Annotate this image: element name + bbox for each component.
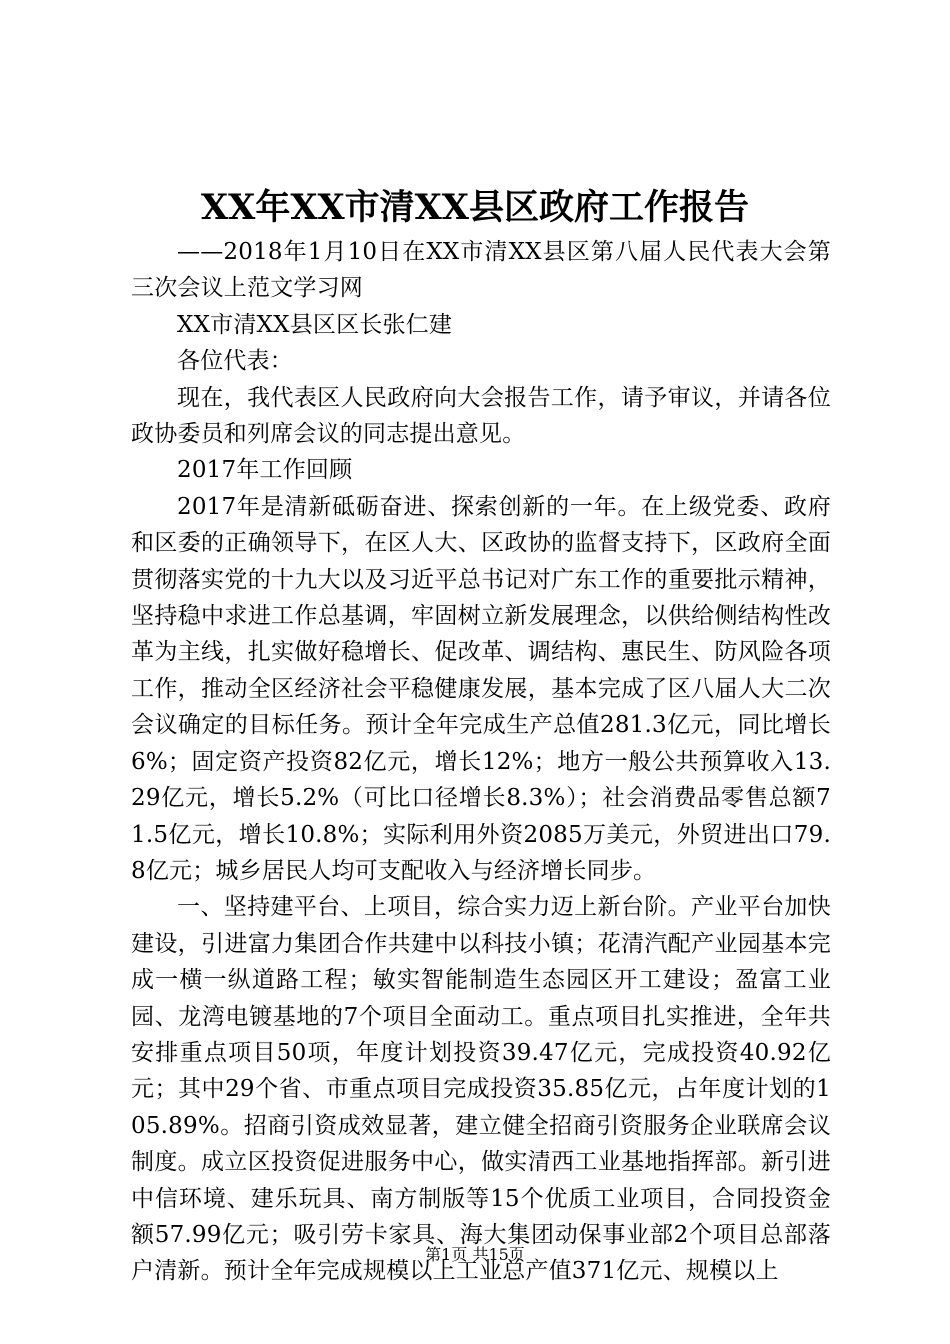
subtitle-line: ——2018年1月10日在XX市清XX县区第八届人民代表大会第三次会议上范文学习网 — [131, 239, 831, 302]
review-paragraph: 2017年是清新砥砺奋进、探索创新的一年。在上级党委、政府和区委的正确领导下，在区人大、区政协的监督支持下，区政府全面贯彻落实党的十九大以及习近平总书记对广东工作的重要批示精神，坚持稳中求进工作总基调，牢固树立新发展理念，以供给侧结构性改革为主线，扎实做好稳增长、促改革、调结构、惠民生、防风险各项工作，推动全区经济社会平稳健康发展，基本完成了区八届人大二次会议确定的目标任务。预计全年完成生产总值281.3亿元，同比增长6%；固定资产投资82亿元，增长12%；地方一般公共预算收入13.29亿元，增长5.2%（可比口径增长8.3%）；社会消费品零售总额71.5亿元，增长10.8%；实际利用外资2085万美元，外贸进出口79.8亿元；城乡居民人均可支配收入与经济增长同步。 — [131, 493, 831, 884]
document-title: XX年XX市清XX县区政府工作报告 — [201, 187, 749, 228]
section-one-paragraph: 一、坚持建平台、上项目，综合实力迈上新台阶。产业平台加快建设，引进富力集团合作共建中以科技小镇；花清汽配产业园基本完成一横一纵道路工程；敏实智能制造生态园区开工建设；盈富工业园、龙湾电镀基地的7个项目全面动工。重点项目扎实推进，全年共安排重点项目50项，年度计划投资39.47亿元，完成投资40.92亿元；其中29个省、市重点项目完成投资35.85亿元，占年度计划的105.89%。招商引资成效显著，建立健全招商引资服务企业联席会议制度。成立区投资促进服务中心，做实清西工业基地指挥部。新引进中信环境、建乐玩具、南方制版等15个优质工业项目，合同投资金额57.99亿元；吸引劳卡家具、海大集团动保事业部2个项目总部落户清新。预计全年完成规模以上工业总产值371亿元、规模以上 — [131, 894, 831, 1285]
salutation: 各位代表： — [177, 348, 293, 375]
section-heading: 2017年工作回顾 — [177, 457, 353, 484]
document-body — [131, 234, 831, 1290]
author-line: XX市清XX县区区长张仁建 — [177, 311, 453, 338]
page-footer: 第1页 共15页 — [425, 1245, 525, 1264]
intro-paragraph: 现在，我代表区人民政府向大会报告工作，请予审议，并请各位政协委员和列席会议的同志提出意见。 — [131, 384, 831, 448]
